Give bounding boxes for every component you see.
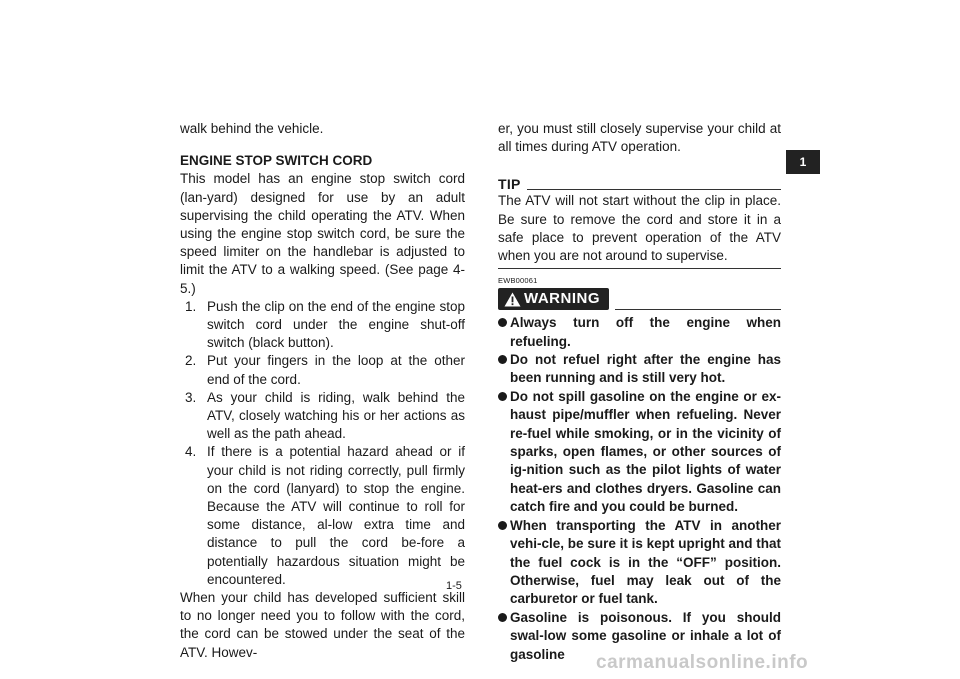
list-item: [498, 351, 781, 388]
warning-label: WARNING: [524, 290, 600, 308]
list-item: [180, 298, 465, 353]
list-item: [180, 443, 465, 589]
warning-text: Do not spill gasoline on the engine or ex-haust pipe/muffler when refueling. Never re-fuel while smoking, or in the vicinity of sparks, open flames, or other sources of ig-nition such as the pilot lights of water heat-ers and clothes dryers. Gasoline can catch fire and you could be burned.: [510, 388, 781, 515]
tip-end-rule: [498, 268, 781, 269]
step-number: 1.: [185, 298, 197, 314]
warning-text: Gasoline is poisonous. If you should swal-low some gasoline or inhale a lot of gasoline: [510, 609, 781, 662]
tip-label: TIP: [498, 176, 521, 193]
warning-list: [498, 314, 781, 664]
bullet-dot-icon: [498, 355, 507, 364]
step-number: 3.: [185, 389, 197, 405]
closing-paragraph: When your child has developed sufficient skill to no longer need you to follow with the cord, the cord can be stowed under the seat of the ATV. Howev-: [180, 590, 465, 660]
tip-text: The ATV will not start without the clip in place. Be sure to remove the cord and store it in a safe place to prevent operation of the ATV when you are not around to supervise.: [498, 193, 781, 264]
section-heading: ENGINE STOP SWITCH CORD: [180, 153, 373, 169]
list-item: [180, 352, 465, 388]
warning-text: Always turn off the engine when refueling.: [510, 315, 781, 349]
left-column: [180, 120, 465, 662]
bullet-dot-icon: [498, 521, 507, 530]
continuation-text: er, you must still closely supervise your child at all times during ATV operation.: [498, 121, 781, 155]
chapter-tab: 1: [786, 150, 820, 174]
list-item: [498, 314, 781, 351]
intro-text: walk behind the vehicle.: [180, 121, 324, 136]
step-text: As your child is riding, walk behind the ATV, closely watching his or her actions as well as the path ahead.: [207, 389, 465, 442]
warning-badge: [498, 288, 609, 310]
bullet-dot-icon: [498, 613, 507, 622]
tip-rule: [527, 189, 781, 190]
watermark: carmanualsonline.info: [596, 652, 809, 673]
step-number: 2.: [185, 353, 197, 369]
bullet-dot-icon: [498, 318, 507, 327]
bullet-dot-icon: [498, 392, 507, 401]
step-text: If there is a potential hazard ahead or if your child is not riding correctly, pull firmly on the cord (lanyard) to stop the engine. Because the ATV will continue to roll for some distance, al-low extra time and distance to pull the cord be-fore a potentially hazardous situation might be encountered.: [207, 444, 465, 587]
steps-list: [180, 298, 465, 589]
warning-text: When transporting the ATV in another vehi-cle, be sure it is kept upright and that the fuel cock is in the “OFF” position. Otherwise, fuel may leak out of the carburetor or fuel tank.: [510, 517, 781, 607]
step-text: Push the clip on the end of the engine stop switch cord under the engine shut-off switch (black button).: [207, 298, 465, 351]
list-item: [498, 388, 781, 517]
list-item: [180, 389, 465, 444]
section-paragraph: This model has an engine stop switch cord (lan-yard) designed for use by an adult supervising the child operating the ATV. When using the engine stop switch cord, be sure the speed limiter on the handlebar is adjusted to limit the ATV to a walking speed. (See page 4-5.): [180, 171, 465, 296]
warning-text: Do not refuel right after the engine has been running and is still very hot.: [510, 352, 781, 386]
warning-triangle-icon: [504, 292, 521, 307]
warning-code: EWB00061: [498, 276, 538, 286]
page-number: 1-5: [446, 580, 462, 592]
right-column: [498, 120, 781, 664]
list-item: [498, 517, 781, 609]
warning-rule: [615, 309, 781, 310]
step-text: Put your fingers in the loop at the other end of the cord.: [207, 353, 465, 387]
tip-header: [498, 176, 781, 192]
warning-header: [498, 288, 781, 310]
step-number: 4.: [185, 444, 197, 460]
